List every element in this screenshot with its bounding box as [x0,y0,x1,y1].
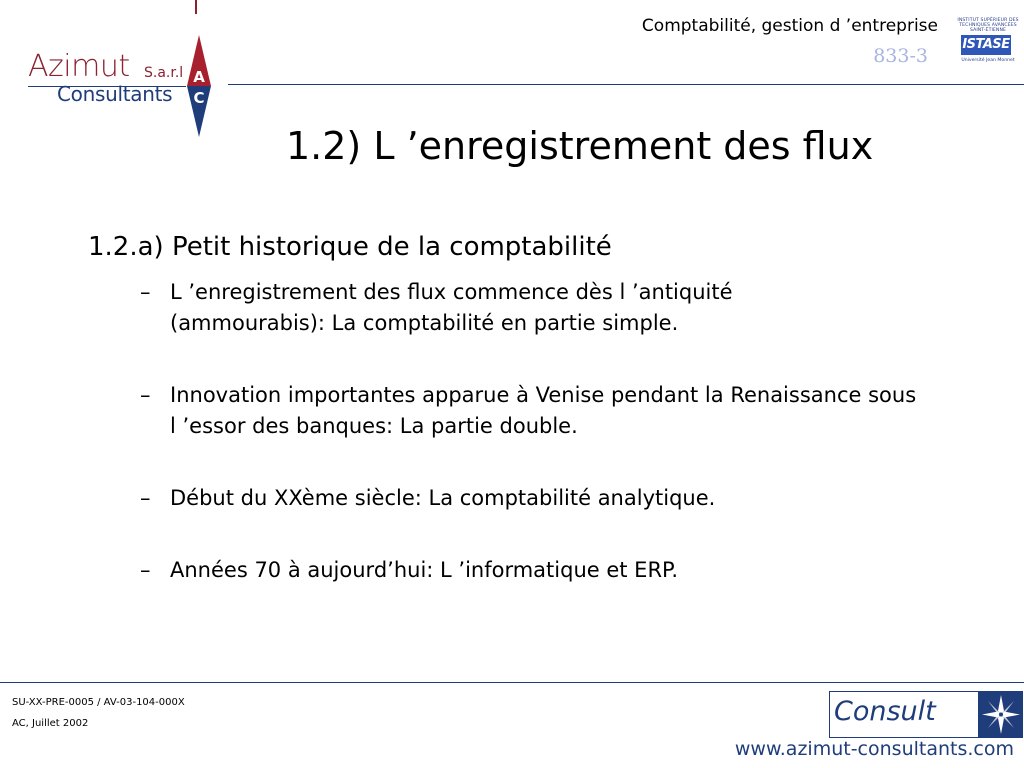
course-code: 833-3 [873,45,928,67]
bullet-item [140,380,940,442]
istase-university-name: Université Jean Monnet [961,58,1015,63]
bullet-text: Années 70 à aujourd’hui: L ’informatique et ERP. [170,558,679,582]
bullet-text: Début du XXème siècle: La comptabilité analytique. [170,486,716,510]
consult-badge-label: Consult [834,696,936,727]
istase-logo [955,16,1021,68]
bullet-marker: – [140,383,151,407]
bullet-marker: – [140,280,151,304]
bullet-text: Innovation importantes apparue à Venise pendant la Renaissance sous l ’essor des banques: La partie double. [170,383,917,438]
bullet-item [140,277,940,339]
bullet-item [140,483,940,514]
istase-wordmark: ISTASE [961,35,1011,55]
istase-institute-name: INSTITUT SUPÉRIEUR DES TECHNIQUES AVANCÉES SAINT-ÉTIENNE [957,18,1019,34]
slide-title: 1.2) L ’enregistrement des flux [286,124,874,168]
bullet-list [140,277,940,627]
document-date: AC, Juillet 2002 [12,718,89,729]
logo-letter-a: A [193,68,205,86]
bullet-marker: – [140,558,151,582]
course-title: Comptabilité, gestion d ’entreprise [641,16,938,36]
bullet-marker: – [140,486,151,510]
logo-wordmark-azimut: Azimut [28,49,130,84]
section-heading: 1.2.a) Petit historique de la comptabilité [88,232,612,262]
company-logo [20,0,240,140]
website-link[interactable]: www.azimut-consultants.com [734,738,1014,760]
header-divider [228,84,1024,85]
logo-letter-c: C [193,89,205,107]
bullet-text: L ’enregistrement des flux commence dès l ’antiquité (ammourabis): La comptabilité en partie simple. [170,280,733,335]
logo-wordmark-consultants: Consultants [57,82,173,106]
footer-divider [0,682,1024,683]
compass-star-icon [979,692,1023,737]
consult-badge [829,691,1023,738]
document-reference: SU-XX-PRE-0005 / AV-03-104-000X [12,697,185,708]
logo-sarl-label: S.a.r.l [144,65,184,81]
bullet-item [140,555,940,586]
